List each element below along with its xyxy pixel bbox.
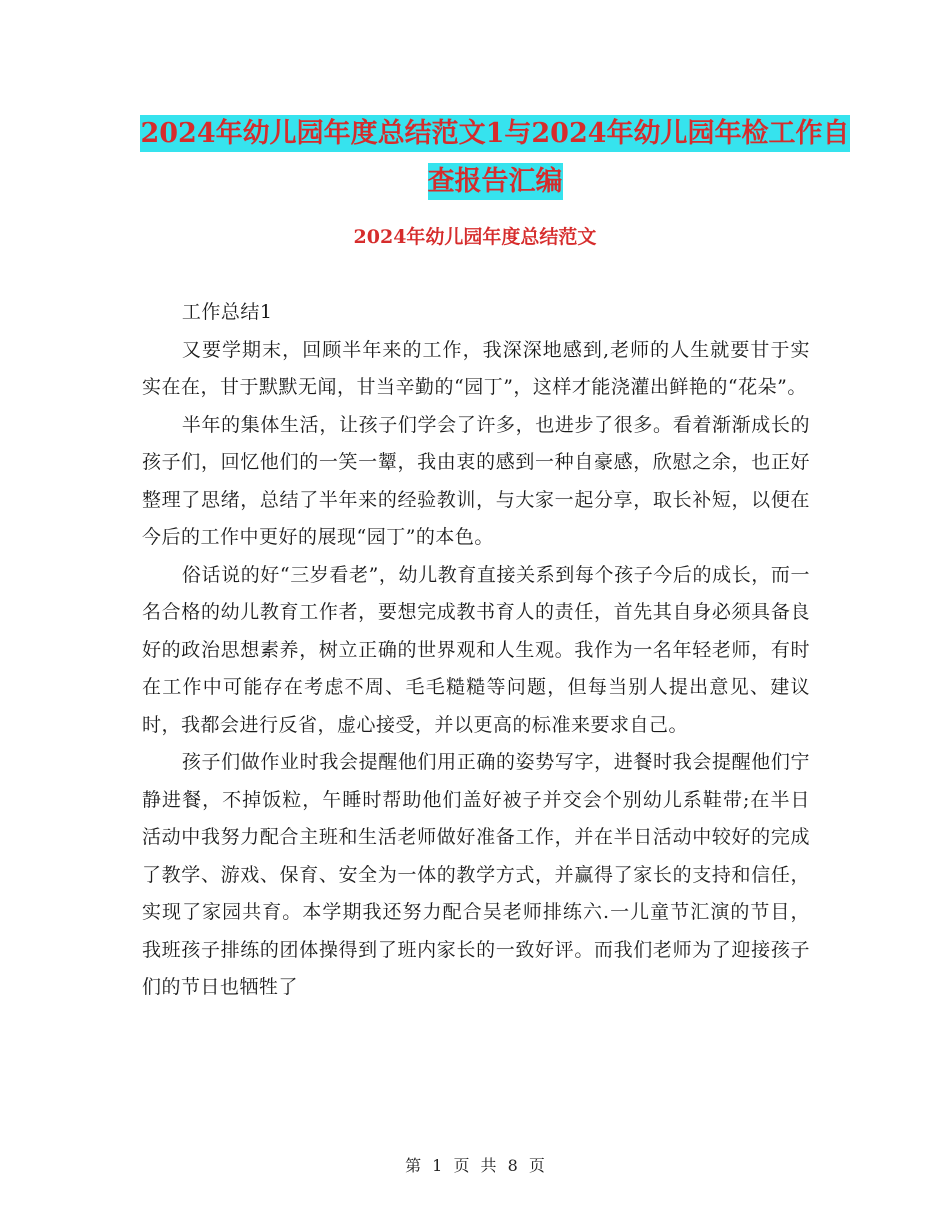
- paragraph-label: 工作总结1: [181, 301, 273, 323]
- document-title-text: 2024年幼儿园年度总结范文1与2024年幼儿园年检工作自查报告汇编: [140, 115, 849, 200]
- document-body: [142, 294, 810, 1007]
- page-footer: 第 1 页 共 8 页: [405, 1156, 545, 1175]
- paragraph: 又要学期末，回顾半年来的工作，我深深地感到,老师的人生就要甘于实实在在，甘于默默无闻，甘当辛勤的“园丁”，这样才能浇灌出鲜艳的“花朵”。: [142, 338, 810, 398]
- section-heading: 2024年幼儿园年度总结范文: [353, 226, 597, 248]
- document-title: [140, 110, 850, 206]
- paragraph: 孩子们做作业时我会提醒他们用正确的姿势写字，进餐时我会提醒他们宁静进餐，不掉饭粒，午睡时帮助他们盖好被子并交会个别幼儿系鞋带;在半日活动中我努力配合主班和生活老师做好准备工作，并在半日活动中较好的完成了教学、游戏、保育、安全为一体的教学方式，并赢得了家长的支持和信任，实现了家园共育。本学期我还努力配合吴老师排练六.一儿童节汇演的节目，我班孩子排练的团体操得到了班内家长的一致好评。而我们老师为了迎接孩子们的节日也牺牲了: [142, 751, 810, 998]
- paragraph: 俗话说的好“三岁看老”，幼儿教育直接关系到每个孩子今后的成长，而一名合格的幼儿教育工作者，要想完成教书育人的责任，首先其自身必须具备良好的政治思想素养，树立正确的世界观和人生观。我作为一名年轻老师，有时在工作中可能存在考虑不周、毛毛糙糙等问题，但每当别人提出意见、建议时，我都会进行反省，虚心接受，并以更高的标准来要求自己。: [142, 563, 810, 736]
- paragraph: 半年的集体生活，让孩子们学会了许多，也进步了很多。看着渐渐成长的孩子们，回忆他们的一笑一颦，我由衷的感到一种自豪感，欣慰之余，也正好整理了思绪，总结了半年来的经验教训，与大家一起分享，取长补短，以便在今后的工作中更好的展现“园丁”的本色。: [142, 413, 810, 548]
